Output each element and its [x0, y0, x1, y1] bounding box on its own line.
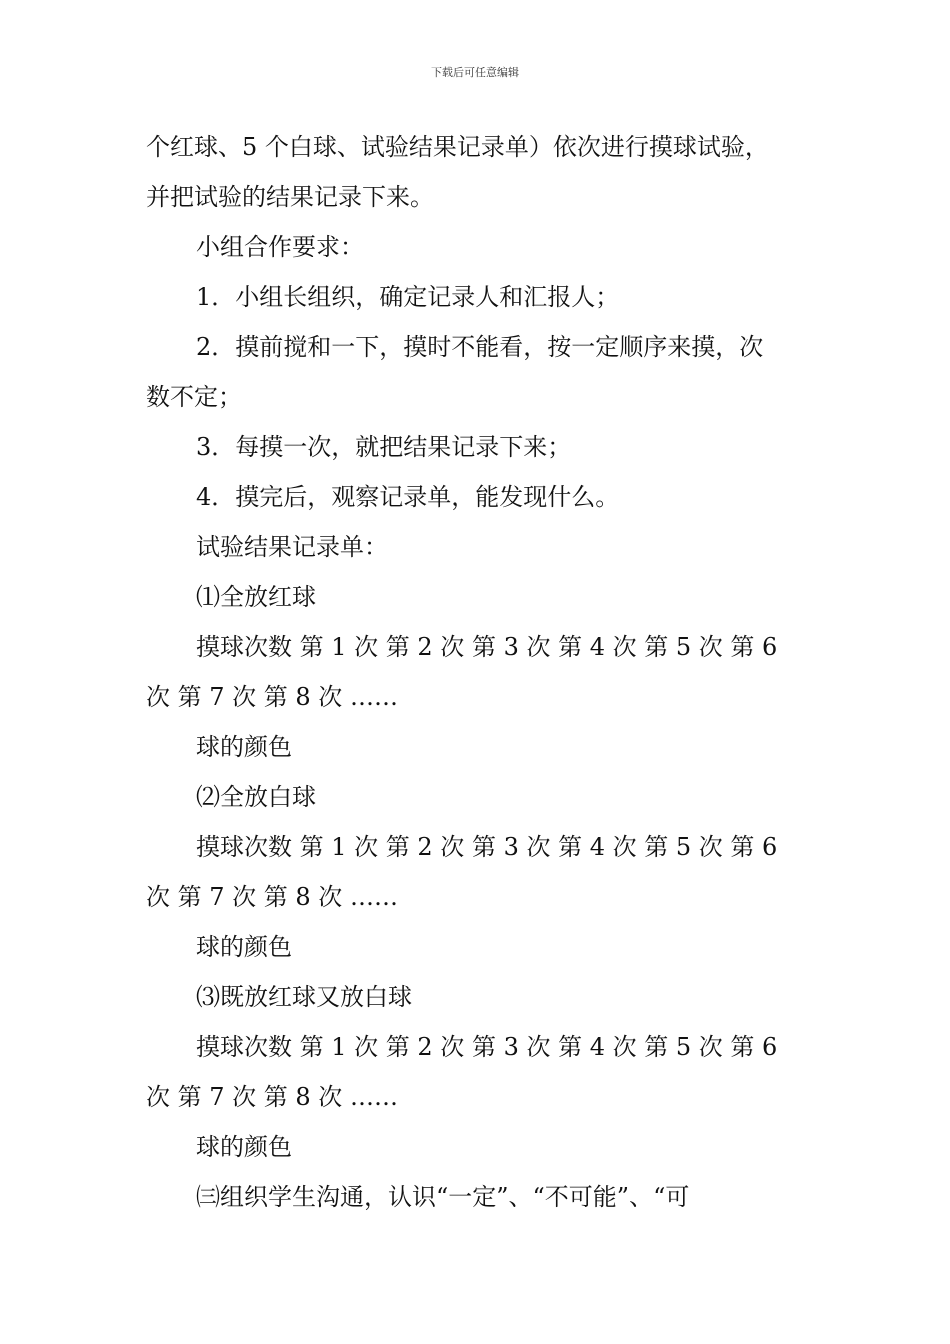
- text-line: 小组合作要求：: [196, 233, 364, 261]
- text-line: 球的颜色: [196, 933, 292, 961]
- text-line: ⑶既放红球又放白球: [196, 983, 412, 1011]
- text-line: 摸球次数 第 1 次 第 2 次 第 3 次 第 4 次 第 5 次 第 6: [196, 1033, 778, 1061]
- text-line: 球的颜色: [196, 1133, 292, 1161]
- text-line: 试验结果记录单：: [196, 533, 388, 561]
- text-line: 次 第 7 次 第 8 次 ……: [146, 1083, 398, 1111]
- text-line: 2．摸前搅和一下，摸时不能看，按一定顺序来摸，次: [196, 333, 764, 361]
- text-line: 次 第 7 次 第 8 次 ……: [146, 683, 398, 711]
- text-line: 数不定；: [146, 383, 242, 411]
- text-line: ⑵全放白球: [196, 783, 316, 811]
- text-line: 并把试验的结果记录下来。: [146, 183, 434, 211]
- text-line: 摸球次数 第 1 次 第 2 次 第 3 次 第 4 次 第 5 次 第 6: [196, 633, 778, 661]
- text-line: 个红球、5 个白球、试验结果记录单）依次进行摸球试验，: [146, 133, 769, 161]
- text-line: 4．摸完后，观察记录单，能发现什么。: [196, 483, 620, 511]
- text-line: 3．每摸一次，就把结果记录下来；: [196, 433, 572, 461]
- page-header: 下载后可任意编辑: [431, 66, 519, 79]
- text-line: ㈢组织学生沟通，认识“一定”、“不可能”、“可: [196, 1183, 690, 1211]
- document-body: [146, 122, 816, 1222]
- text-line: 球的颜色: [196, 733, 292, 761]
- text-line: ⑴全放红球: [196, 583, 316, 611]
- text-line: 次 第 7 次 第 8 次 ……: [146, 883, 398, 911]
- text-line: 1．小组长组织，确定记录人和汇报人；: [196, 283, 620, 311]
- text-line: 摸球次数 第 1 次 第 2 次 第 3 次 第 4 次 第 5 次 第 6: [196, 833, 778, 861]
